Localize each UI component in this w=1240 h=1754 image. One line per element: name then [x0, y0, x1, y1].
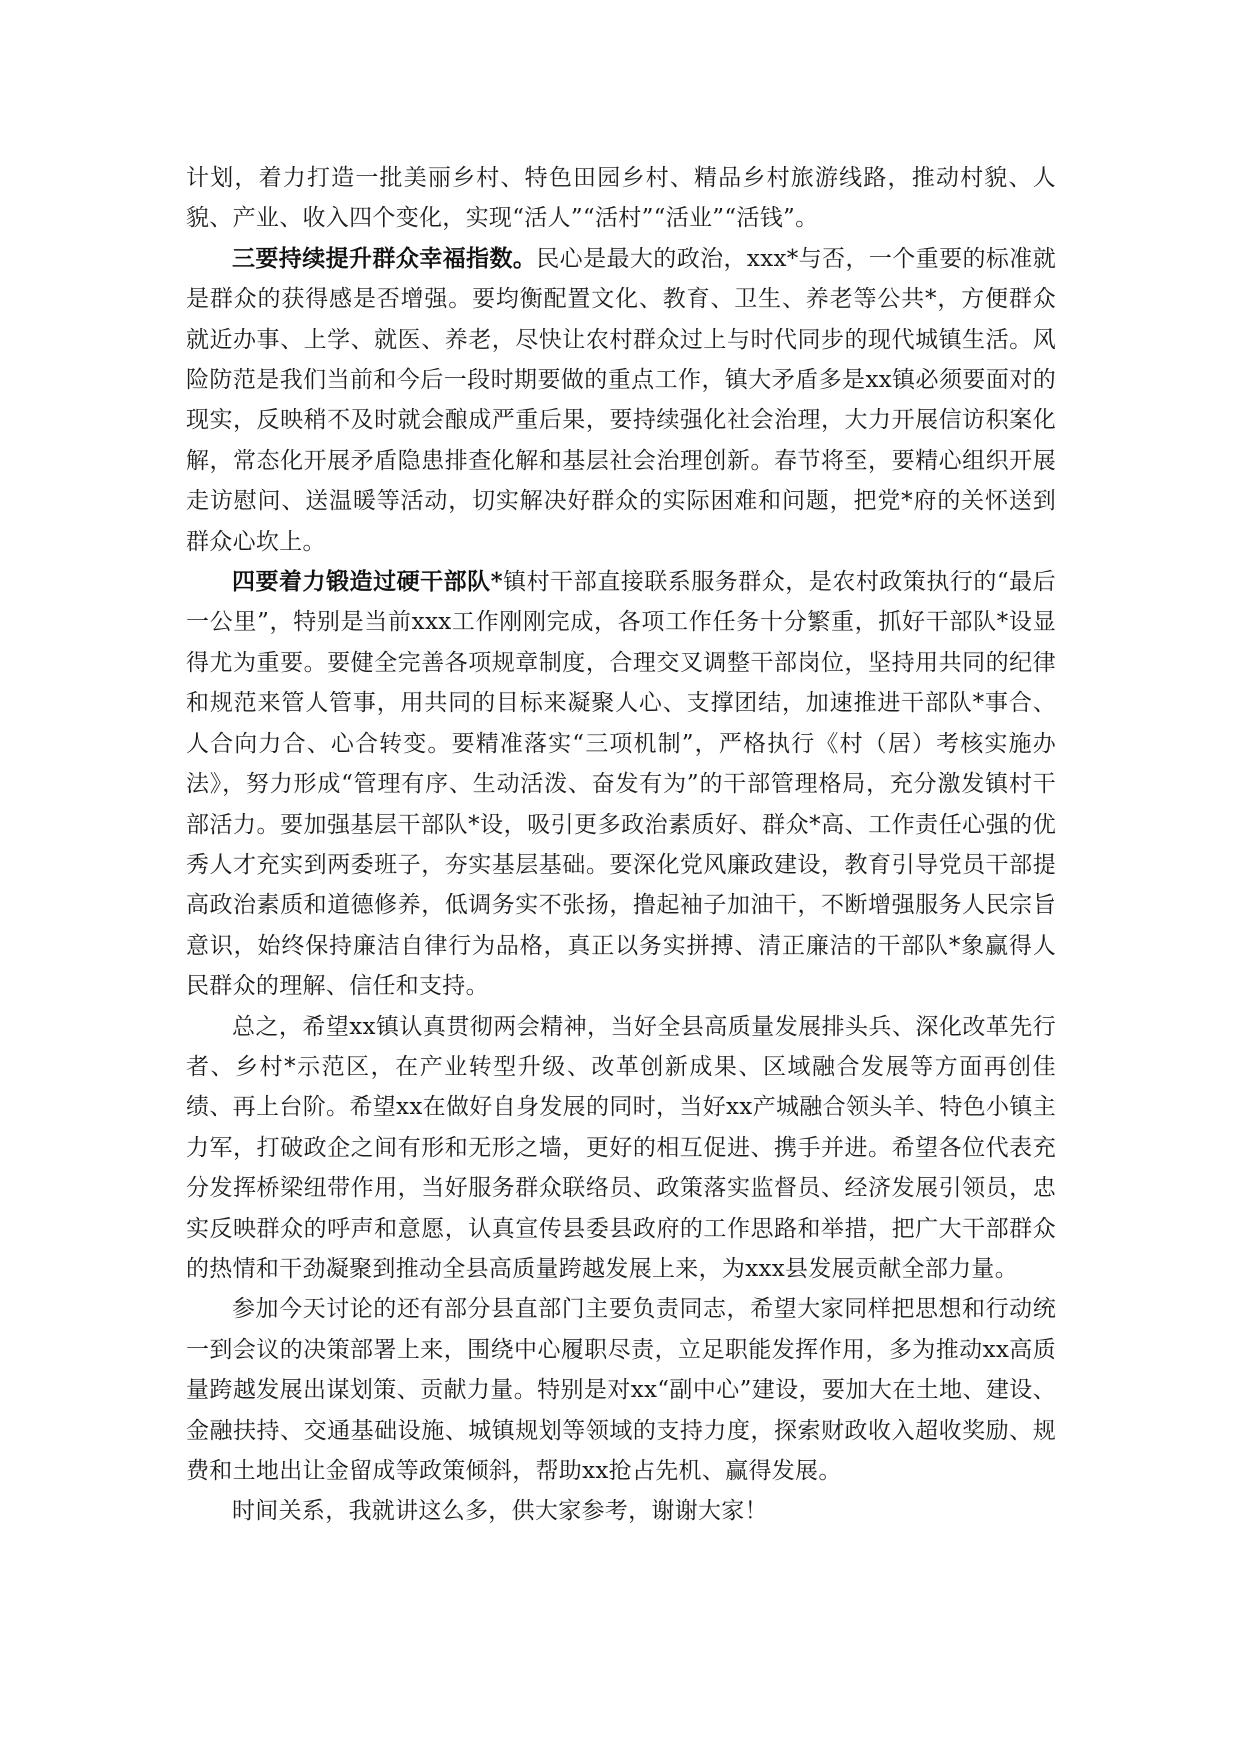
paragraph-3-text: 镇村干部直接联系服务群众，是农村政策执行的“最后一公里”，特别是当前xxx工作刚刚完成，各项工作任务十分繁重，抓好干部队*设显得尤为重要。要健全完善各项规章制度，合理交叉调整干部岗位，坚持用共同的纪律和规范来管人管事，用共同的目标来凝聚人心、支撑团结，加速推进干部队*事合、人合向力合、心合转变。要精准落实“三项机制”，严格执行《村（居）考核实施办法》，努力形成“管理有序、生动活泼、奋发有为”的干部管理格局，充分激发镇村干部活力。要加强基层干部队*设，吸引更多政治素质好、群众*高、工作责任心强的优秀人才充实到两委班子，夯实基层基础。要深化党风廉政建设，教育引导党员干部提高政治素质和道德修养，低调务实不张扬，撸起袖子加油干，不断增强服务人民宗旨意识，始终保持廉洁自律行为品格，真正以务实拼搏、清正廉洁的干部队*象赢得人民群众的理解、信任和支持。 [186, 569, 1056, 1000]
paragraph-3-lead: 四要着力锻造过硬干部队* [232, 568, 503, 596]
paragraph-6 [186, 1491, 1056, 1531]
paragraph-2 [186, 239, 1056, 562]
paragraph-1-text: 计划，着力打造一批美丽乡村、特色田园乡村、精品乡村旅游线路，推动村貌、人貌、产业、收入四个变化，实现“活人”“活村”“活业”“活钱”。 [186, 165, 1056, 232]
paragraph-2-text: 民心是最大的政治，xxx*与否，一个重要的标准就是群众的获得感是否增强。要均衡配置文化、教育、卫生、养老等公共*，方便群众就近办事、上学、就医、养老，尽快让农村群众过上与时代同步的现代城镇生活。风险防范是我们当前和今后一段时期要做的重点工作，镇大矛盾多是xx镇必须要面对的现实，反映稍不及时就会酿成严重后果，要持续强化社会治理，大力开展信访积案化解，常态化开展矛盾隐患排查化解和基层社会治理创新。春节将至，要精心组织开展走访慰问、送温暖等活动，切实解决好群众的实际困难和问题，把党*府的关怀送到群众心坎上。 [186, 245, 1056, 555]
document-body [186, 158, 1056, 1532]
paragraph-3 [186, 562, 1056, 1006]
paragraph-5-text: 参加今天讨论的还有部分县直部门主要负责同志，希望大家同样把思想和行动统一到会议的决策部署上来，围绕中心履职尽责，立足职能发挥作用，多为推动xx高质量跨越发展出谋划策、贡献力量。特别是对xx“副中心”建设，要加大在土地、建设、金融扶持、交通基础设施、城镇规划等领域的支持力度，探索财政收入超收奖励、规费和土地出让金留成等政策倾斜，帮助xx抢占先机、赢得发展。 [186, 1296, 1056, 1484]
paragraph-2-lead: 三要持续提升群众幸福指数。 [232, 244, 537, 272]
paragraph-4 [186, 1007, 1056, 1290]
paragraph-5 [186, 1289, 1056, 1491]
paragraph-4-text: 总之，希望xx镇认真贯彻两会精神，当好全县高质量发展排头兵、深化改革先行者、乡村*示范区，在产业转型升级、改革创新成果、区域融合发展等方面再创佳绩、再上台阶。希望xx在做好自身发展的同时，当好xx产城融合领头羊、特色小镇主力军，打破政企之间有形和无形之墙，更好的相互促进、携手并进。希望各位代表充分发挥桥梁纽带作用，当好服务群众联络员、政策落实监督员、经济发展引领员，忠实反映群众的呼声和意愿，认真宣传县委县政府的工作思路和举措，把广大干部群众的热情和干劲凝聚到推动全县高质量跨越发展上来，为xxx县发展贡献全部力量。 [186, 1013, 1056, 1282]
paragraph-1 [186, 158, 1056, 239]
paragraph-6-text: 时间关系，我就讲这么多，供大家参考，谢谢大家！ [232, 1498, 768, 1525]
